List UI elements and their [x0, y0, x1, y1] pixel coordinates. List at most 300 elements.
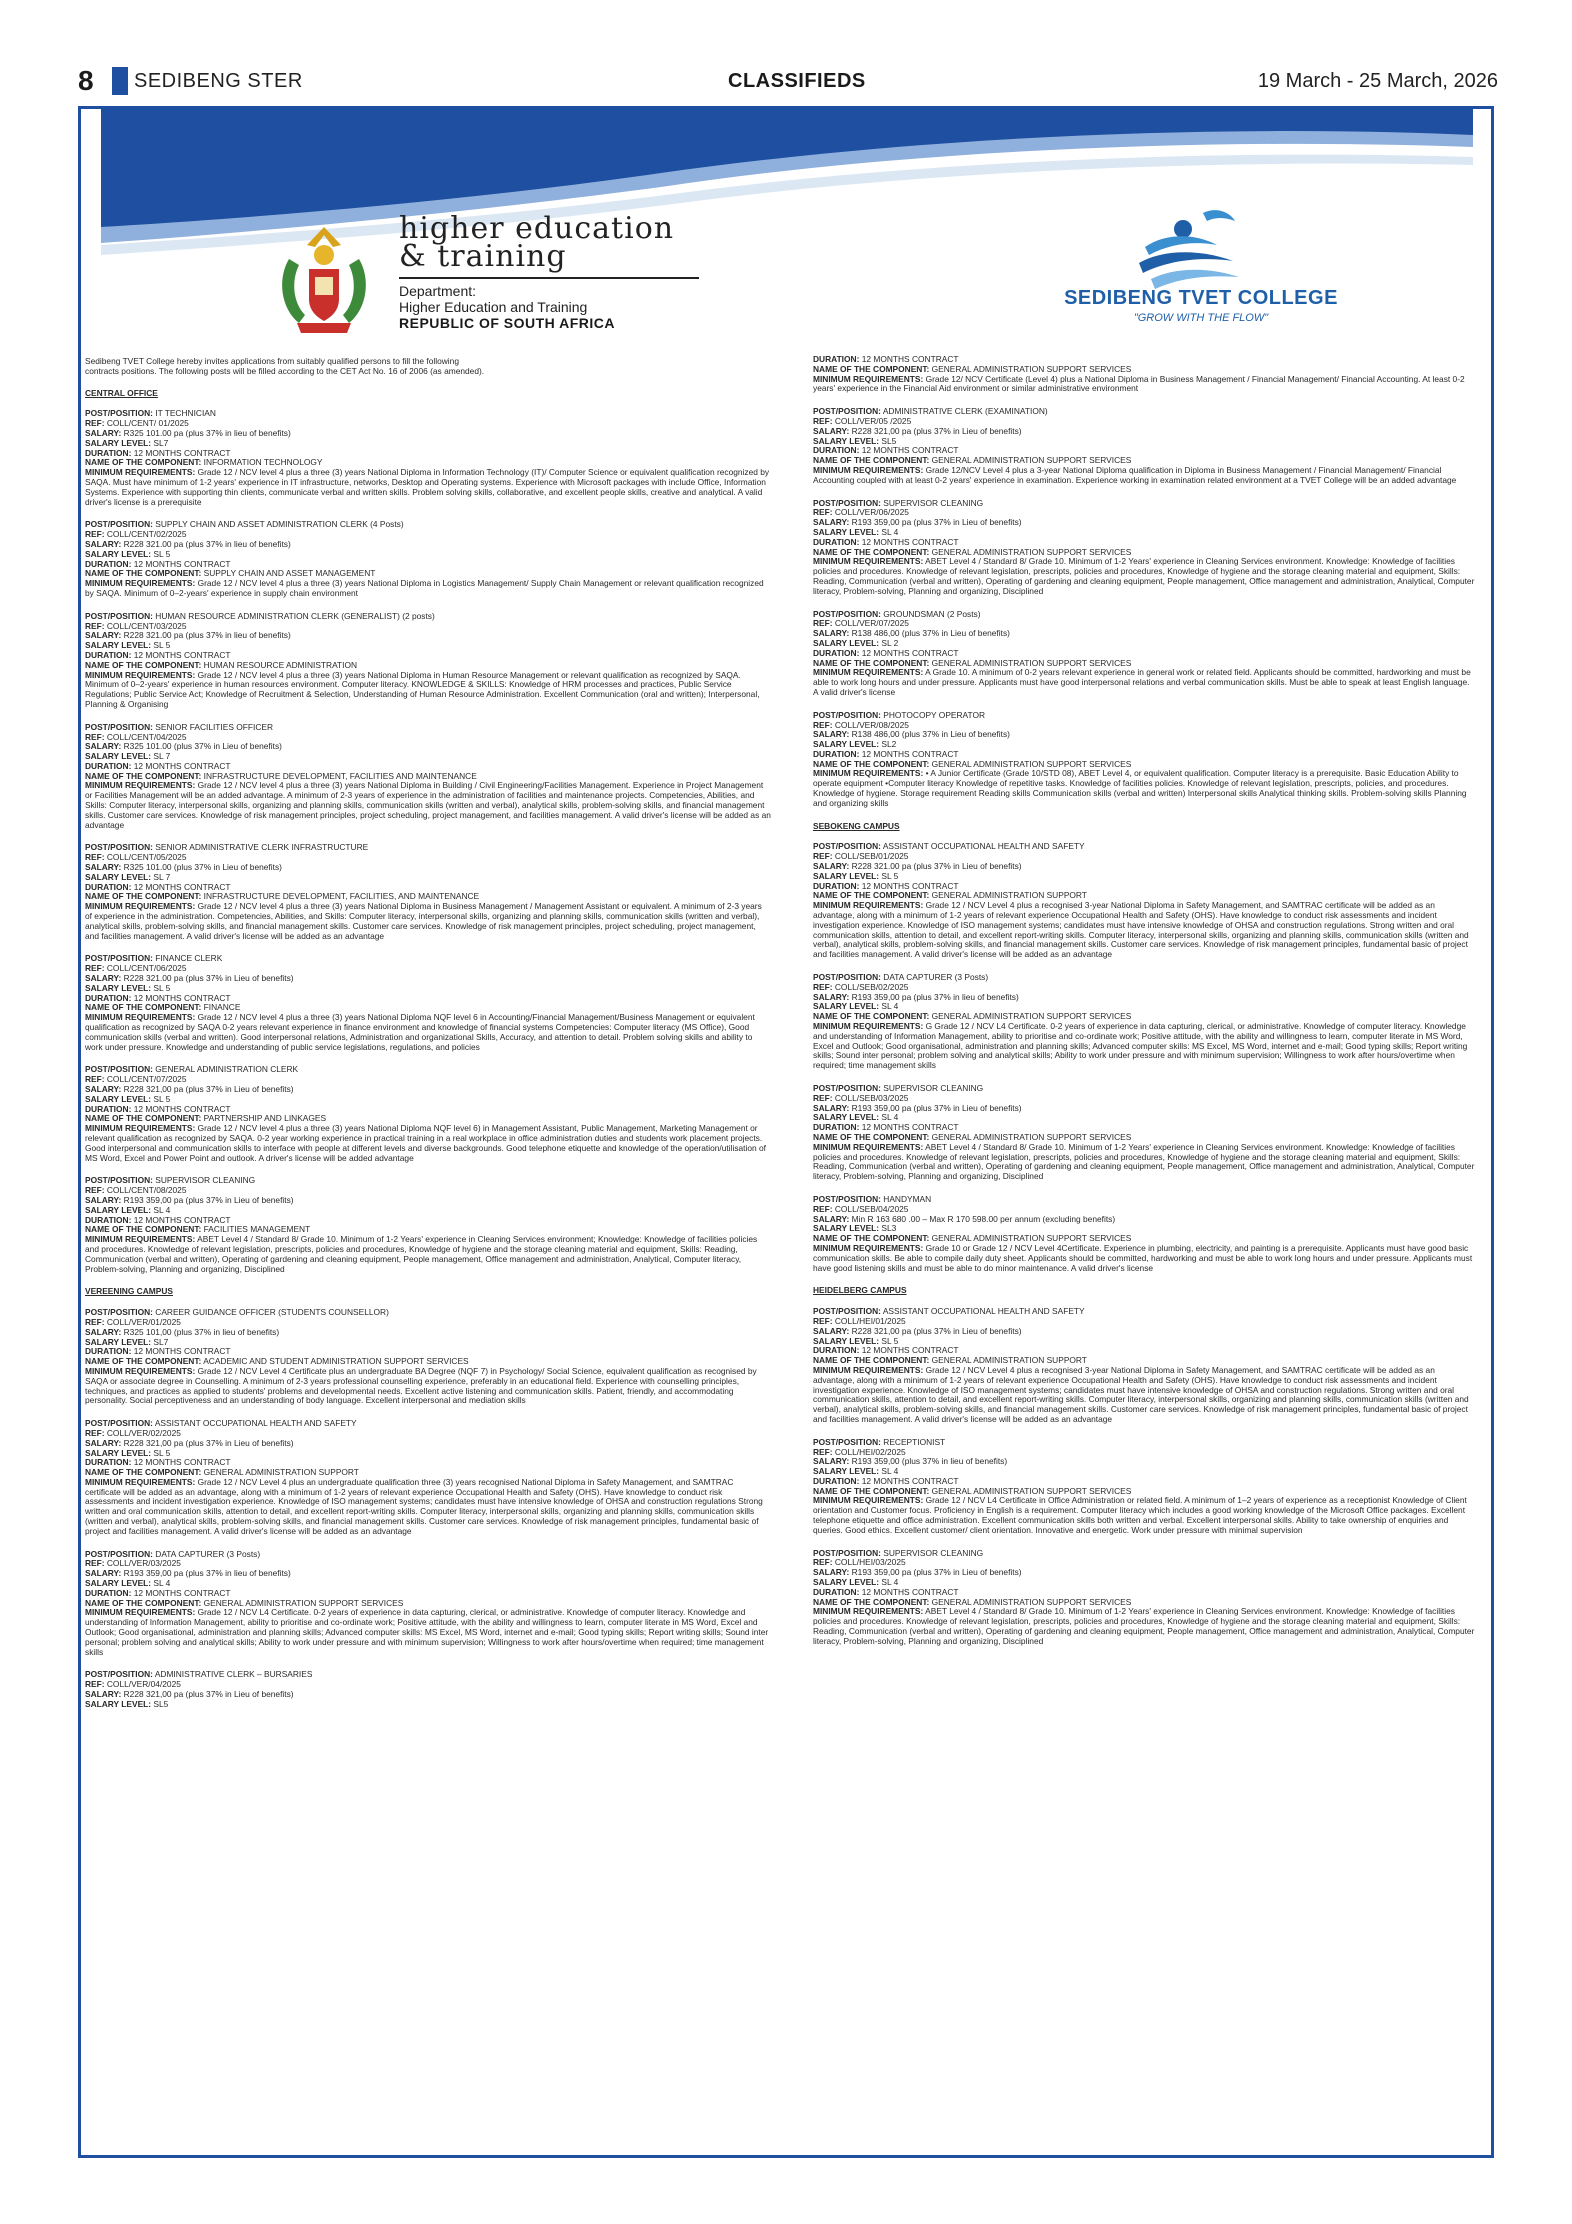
- post-title-value: PHOTOCOPY OPERATOR: [883, 709, 986, 720]
- post-salary-level-value: SL 2: [881, 637, 899, 648]
- post-salary-value: R138 486,00 (plus 37% in Lieu of benefits): [851, 628, 1010, 639]
- post-duration-value: 12 MONTHS CONTRACT: [133, 649, 231, 660]
- campus-heading: VEREENING CAMPUS: [85, 1286, 173, 1297]
- dhet-title-line-1: higher education: [399, 211, 675, 246]
- post-ref-label: REF:: [813, 507, 833, 518]
- post-salary-level-label: SALARY LEVEL:: [85, 1204, 152, 1215]
- post-requirements: [813, 1143, 1475, 1182]
- job-post: [85, 954, 771, 1052]
- post-requirements: [813, 1366, 1475, 1425]
- post-ref-label: REF:: [85, 620, 105, 631]
- post-title-value: DATA CAPTURER (3 Posts): [883, 972, 989, 983]
- post-requirements-label: MINIMUM REQUIREMENTS:: [85, 1012, 196, 1023]
- post-ref-label: REF:: [813, 1315, 833, 1326]
- post-ref-value: COLL/CENT/ 01/2025: [106, 418, 189, 429]
- post-requirements-value: Grade 12 / NCV Level 4 Certificate plus an undergraduate BA Degree (NQF 7) in Psychology/ Social Science, equivalent qualification as recognised by SAQA or associate degree in Counselling. A minimum of 2-3 years professional counselling experience, preferably in an educational field. Experience with counselling principles, techniques, and practices as applied to students' problems and developmental needs. Excellent active listening and communication skills. Patient, friendly, and accommodating personality. Social perceptiveness and an understanding of body language. Excellent interpersonal and mediation skills: [85, 1365, 757, 1406]
- post-salary-level-value: SL 5: [153, 548, 171, 559]
- intro-line: Sedibeng TVET College hereby invites applications from suitably qualified persons to fill the following: [85, 356, 459, 366]
- post-salary: [85, 631, 771, 641]
- post-requirements-value: Grade 12 / NCV L4 Certificate. 0-2 years of experience in data capturing, clerical, or administrative. Knowledge of computer literacy. Knowledge and understanding of Information Management, ability to prioritise and co-ordinate work; Positive attitude, with the ability and willingness to learn, computer literate in MS Word, Excel and Outlook; Good organisational, administration and planning skills; Advanced computer skills: MS Excel, MS Word, internet and e-mail; Good typing skills; Report writing skills; Sound inter personal; problem solving and analytical skills; Ability to work under pressure and with minimum supervision; Willingness to work after hours/overtime when required; time management skills: [85, 1607, 769, 1657]
- post-duration-label: DURATION:: [813, 748, 860, 759]
- post-component-value: GENERAL ADMINISTRATION SUPPORT: [931, 1355, 1087, 1366]
- post-title-value: SUPPLY CHAIN AND ASSET ADMINISTRATION CLERK (4 Posts): [155, 519, 404, 530]
- post-salary-value: R228 321.00 pa (plus 37% in Lieu of benefits): [123, 973, 294, 984]
- post-component-value: INFORMATION TECHNOLOGY: [203, 457, 323, 468]
- post-salary-level-value: SL2: [881, 739, 897, 750]
- post-salary-value: R138 486,00 (plus 37% in Lieu of benefits): [851, 729, 1010, 740]
- post-salary-label: SALARY:: [85, 741, 122, 752]
- post-ref-value: COLL/CENT/03/2025: [106, 620, 187, 631]
- post-salary: [85, 1085, 771, 1095]
- post-duration-label: DURATION:: [813, 880, 860, 891]
- post-component-label: NAME OF THE COMPONENT:: [813, 1011, 930, 1022]
- post-salary-level-value: SL 5: [153, 1447, 171, 1458]
- post-salary-level-label: SALARY LEVEL:: [813, 739, 880, 750]
- post-requirements-value: Grade 12 / NCV L4 Certificate in Office Administration or related field. A minimum of 1–2 years of experience as a receptionist Knowledge of Client orientation and Customer focus. Proficiency in English is a requirement. Computer literacy which includes a good working knowledge of the Microsoft Office packages. Excellent telephone etiquette and office administration. Excellent communication skills both written and verbal. Excellent interpersonal skills. Ability to take ownership of enquiries and queries. Good ethics. Excellent customer/ client orientation. Innovative and energetic. Work under pressure with minimal supervision: [813, 1495, 1467, 1535]
- post-title-value: ADMINISTRATIVE CLERK – BURSARIES: [154, 1669, 313, 1680]
- post-requirements: [85, 1235, 771, 1274]
- post-salary-level-label: SALARY LEVEL:: [813, 1577, 880, 1588]
- post-title-value: GENERAL ADMINISTRATION CLERK: [155, 1064, 299, 1075]
- post-salary-value: R193 359,00 pa (plus 37% in Lieu of benefits): [851, 1102, 1022, 1113]
- post-duration-value: 12 MONTHS CONTRACT: [133, 1587, 231, 1598]
- post-ref-label: REF:: [813, 618, 833, 629]
- post-title: [813, 1438, 1475, 1448]
- post-title-value: HANDYMAN: [883, 1193, 932, 1204]
- right-column: [813, 355, 1475, 1660]
- post-requirements: [85, 1608, 771, 1657]
- post-requirements-label: MINIMUM REQUIREMENTS:: [85, 901, 196, 912]
- post-title: [85, 1308, 771, 1318]
- post-requirements-label: MINIMUM REQUIREMENTS:: [85, 1607, 196, 1618]
- post-title-label: POST/POSITION:: [813, 709, 881, 720]
- post-salary: [813, 730, 1475, 740]
- post-component-label: NAME OF THE COMPONENT:: [813, 363, 930, 374]
- post-title-label: POST/POSITION:: [85, 1548, 153, 1559]
- post-duration-label: DURATION:: [85, 992, 132, 1003]
- post-component-label: NAME OF THE COMPONENT:: [85, 1356, 202, 1367]
- post-ref-label: REF:: [813, 1557, 833, 1568]
- post-title: [85, 954, 771, 964]
- post-title: [813, 610, 1475, 620]
- masthead-accent-bar: [112, 67, 128, 95]
- masthead: [78, 66, 1498, 96]
- post-ref-label: REF:: [813, 1446, 833, 1457]
- post-requirements-value: Grade 12 / NCV level 4 plus a three (3) years National Diploma in Logistics Management/ Supply Chain Management or relevant qualification recognized by SAQA. Minimum of 0–2-years' experience in supply chain environment: [85, 578, 764, 598]
- post-title-label: POST/POSITION:: [85, 842, 153, 853]
- post-requirements: [85, 902, 771, 941]
- post-salary-label: SALARY:: [813, 729, 850, 740]
- post-title-label: POST/POSITION:: [85, 519, 153, 530]
- post-title-label: POST/POSITION:: [85, 721, 153, 732]
- post-requirements-value: Grade 12 / NCV level 4 plus a three (3) years National Diploma in Building / Civil Engineering/Facilities Management. Experience in Project Management or Facilities Management will be an added advantage. A minimum of 2-3 years of experience in the administration of facilities and maintenance projects. Competencies, Abilities, and Skills: Computer literacy, interpersonal skills, organizing and planning skills, communication skills (written and verbal), analytical skills, problem-solving skills, and financial management skills. Customer care services. Knowledge of risk management principles, project scheduling, project management, and facilities management. A valid driver's license will be added as an advantage: [85, 780, 771, 830]
- post-requirements-label: MINIMUM REQUIREMENTS:: [85, 467, 196, 478]
- post-title: [813, 407, 1475, 417]
- post-salary-value: R193 359,00 (plus 37% in lieu of benefits): [851, 1456, 1008, 1467]
- post-duration-label: DURATION:: [85, 1457, 132, 1468]
- post-ref-value: COLL/CENT/07/2025: [106, 1074, 187, 1085]
- post-salary: [85, 429, 771, 439]
- post-salary-level-label: SALARY LEVEL:: [85, 1578, 152, 1589]
- post-title-label: POST/POSITION:: [85, 1669, 153, 1680]
- post-duration-label: DURATION:: [85, 558, 132, 569]
- post-title-label: POST/POSITION:: [85, 610, 153, 621]
- left-column: [85, 357, 771, 1723]
- post-component-value: GENERAL ADMINISTRATION SUPPORT SERVICES: [931, 657, 1132, 668]
- post-duration-value: 12 MONTHS CONTRACT: [133, 1103, 231, 1114]
- post-ref-label: REF:: [813, 851, 833, 862]
- post-requirements-label: MINIMUM REQUIREMENTS:: [813, 768, 924, 779]
- post-salary-level-value: SL 4: [153, 1578, 171, 1589]
- post-title-label: POST/POSITION:: [85, 953, 153, 964]
- post-salary-level-value: SL 7: [153, 871, 171, 882]
- post-duration-label: DURATION:: [813, 1586, 860, 1597]
- post-salary-level-value: SL3: [881, 1223, 897, 1234]
- coat-of-arms-icon: [269, 219, 379, 337]
- post-salary-value: R193 359,00 pa (plus 37% in Lieu of benefits): [123, 1194, 294, 1205]
- post-salary-level-value: SL 7: [153, 751, 171, 762]
- job-post: [85, 1550, 771, 1658]
- post-duration-value: 12 MONTHS CONTRACT: [133, 447, 231, 458]
- post-requirements-label: MINIMUM REQUIREMENTS:: [813, 1495, 924, 1506]
- post-salary-value: R193 359,00 pa (plus 37% in Lieu of benefits): [851, 517, 1022, 528]
- post-component-label: NAME OF THE COMPONENT:: [813, 758, 930, 769]
- post-requirements: [813, 1607, 1475, 1646]
- post-salary: [85, 974, 771, 984]
- post-salary-level-value: SL 5: [881, 870, 899, 881]
- post-title: [85, 1550, 771, 1560]
- post-requirements: [85, 1013, 771, 1052]
- post-duration-label: DURATION:: [85, 1346, 132, 1357]
- job-post: [85, 1670, 771, 1709]
- post-duration-value: 12 MONTHS CONTRACT: [133, 760, 231, 771]
- post-duration-value: 12 MONTHS CONTRACT: [133, 881, 231, 892]
- post-requirements-value: • A Junior Certificate (Grade 10/STD 08), ABET Level 4, or equivalent qualification. Computer literacy is a prerequisite. Basic Education Ability to operate equipment •Computer literacy Knowledge of repetitive tasks. Knowledge of facilities policies. Knowledge of relevant legislation, prescripts, policies, and procedures. Knowledge of hygiene. Storage requirement Reading skills Communication skills (verbal and written) Interpersonal skills Analytical thinking skills. Problem-solving skills Planning and organizing skills: [813, 768, 1467, 808]
- post-duration-label: DURATION:: [813, 445, 860, 456]
- post-salary-level-value: SL 4: [881, 1577, 899, 1588]
- post-requirements-label: MINIMUM REQUIREMENTS:: [85, 1476, 196, 1487]
- post-title-label: POST/POSITION:: [813, 406, 881, 417]
- issue-date: 19 March - 25 March, 2026: [1257, 69, 1498, 92]
- job-post: [813, 407, 1475, 485]
- post-ref-label: REF:: [813, 415, 833, 426]
- job-post: [85, 843, 771, 941]
- post-salary-value: R228 321,00 pa (plus 37% in Lieu of benefits): [123, 1689, 294, 1700]
- post-title-value: SUPERVISOR CLEANING: [155, 1175, 256, 1186]
- post-duration-value: 12 MONTHS CONTRACT: [861, 880, 959, 891]
- post-requirements: [85, 1124, 771, 1163]
- post-duration-value: 12 MONTHS CONTRACT: [861, 1122, 959, 1133]
- post-title-value: ASSISTANT OCCUPATIONAL HEALTH AND SAFETY: [882, 841, 1085, 852]
- campus-heading-central: CENTRAL OFFICE: [85, 387, 158, 398]
- post-title-value: RECEPTIONIST: [883, 1436, 946, 1447]
- post-salary-label: SALARY:: [85, 1194, 122, 1205]
- post-salary: [85, 1439, 771, 1449]
- post-requirements: [85, 781, 771, 830]
- post-title-label: POST/POSITION:: [813, 1547, 881, 1558]
- dhet-dept-line-2: Higher Education and Training: [399, 299, 588, 315]
- post-salary-label: SALARY:: [813, 991, 850, 1002]
- post-requirements-value: ABET Level 4 / Standard 8/ Grade 10. Minimum of 1-2 Years' experience in Cleaning Services environment. Knowledge: Knowledge of facilities policies and procedures. Knowledge of relevant legislation, prescripts, policies and procedures, Knowledge of hygiene and the storage cleaning material and equipment, Skills: Reading, Communication (verbal and written), Operating of gardening and cleaning equipment, People management, Office management and administration, Analytical, Computer literacy, Problem-solving, Planning and organizing, Disciplined: [813, 1606, 1475, 1646]
- post-requirements-value: A Grade 10. A minimum of 0-2 years relevant experience in general work or related field. Applicants should be committed, hardworking and must be able to work long hours and under pressure. Applicants must have good interpersonal relations and verbal communication skills. Must be able to speak at least English language. A valid driver's license: [813, 667, 1471, 697]
- post-duration-label: DURATION:: [85, 447, 132, 458]
- post-salary-value: R228 321,00 pa (plus 37% in Lieu of benefits): [851, 425, 1022, 436]
- post-component-value: GENERAL ADMINISTRATION SUPPORT SERVICES: [931, 455, 1132, 466]
- post-ref-value: COLL/SEB/03/2025: [834, 1092, 909, 1103]
- post-salary-value: R228 321,00 pa (plus 37% in Lieu of benefits): [123, 1084, 294, 1094]
- job-post: [813, 499, 1475, 597]
- post-title: [85, 843, 771, 853]
- post-component-value: PARTNERSHIP AND LINKAGES: [203, 1113, 327, 1124]
- post-title-label: POST/POSITION:: [813, 1193, 881, 1204]
- job-post: [813, 610, 1475, 698]
- post-component-label: NAME OF THE COMPONENT:: [813, 1233, 930, 1244]
- post-title: [813, 1549, 1475, 1559]
- post-title-label: POST/POSITION:: [85, 1307, 153, 1318]
- post-title-label: POST/POSITION:: [813, 841, 881, 852]
- post-requirements-value: Grade 10 or Grade 12 / NCV Level 4Certificate. Experience in plumbing, electricity, and painting is a prerequisite. Applicants must have good basic communication skills. Be able to compile daily duty sheet. Applicants should be committed, hardworking and must be able to work long hours and under pressure. Applicants must have good listening skills and must be able to do minor maintenance. A valid driver's license: [813, 1242, 1473, 1273]
- post-salary-level-label: SALARY LEVEL:: [85, 548, 152, 559]
- post-requirements-label: MINIMUM REQUIREMENTS:: [813, 900, 924, 911]
- section-title: CLASSIFIEDS: [728, 69, 866, 92]
- post-salary-label: SALARY:: [813, 1213, 850, 1224]
- post-component-label: NAME OF THE COMPONENT:: [813, 1131, 930, 1142]
- post-ref-value: COLL/HEI/02/2025: [834, 1446, 906, 1457]
- post-ref-value: COLL/VER/07/2025: [834, 618, 909, 629]
- post-salary: [85, 863, 771, 873]
- job-post: [85, 612, 771, 710]
- post-duration-value: 12 MONTHS CONTRACT: [861, 1345, 959, 1356]
- post-ref-label: REF:: [85, 418, 105, 429]
- post-ref-value: COLL/SEB/04/2025: [834, 1203, 909, 1214]
- post-title-label: POST/POSITION:: [85, 408, 153, 419]
- post-salary-level-value: SL 4: [881, 1466, 899, 1477]
- post-title-value: ASSISTANT OCCUPATIONAL HEALTH AND SAFETY: [882, 1306, 1085, 1317]
- post-salary-level-value: SL5: [153, 1698, 169, 1709]
- post-component-value: HUMAN RESOURCE ADMINISTRATION: [203, 659, 358, 670]
- post-duration-label: DURATION:: [813, 354, 860, 364]
- post-ref-value: COLL/VER/02/2025: [106, 1427, 181, 1438]
- post-component-value: INFRASTRUCTURE DEVELOPMENT, FACILITIES, AND MAINTENANCE: [203, 891, 480, 902]
- post-requirements-label: MINIMUM REQUIREMENTS:: [813, 1141, 924, 1152]
- post-duration-label: DURATION:: [813, 536, 860, 547]
- dhet-title-line-2: & training: [399, 239, 567, 274]
- post-ref-value: COLL/VER/06/2025: [834, 507, 909, 518]
- post-salary: [813, 518, 1475, 528]
- post-component-label: NAME OF THE COMPONENT:: [85, 770, 202, 781]
- post-component-value: INFRASTRUCTURE DEVELOPMENT, FACILITIES AND MAINTENANCE: [203, 770, 477, 781]
- post-component-label: NAME OF THE COMPONENT:: [85, 457, 202, 468]
- post-title: [813, 499, 1475, 509]
- post-salary: [85, 1328, 771, 1338]
- post-salary: [813, 993, 1475, 1003]
- post-component-label: NAME OF THE COMPONENT:: [813, 890, 930, 901]
- post-component-value: ACADEMIC AND STUDENT ADMINISTRATION SUPPORT SERVICES: [203, 1356, 469, 1367]
- post-requirements-label: MINIMUM REQUIREMENTS:: [85, 780, 196, 791]
- post-ref-value: COLL/VER/05 /2025: [834, 415, 912, 426]
- post-ref-value: COLL/VER/03/2025: [106, 1558, 181, 1569]
- dhet-divider: [399, 277, 699, 279]
- post-ref-value: COLL/CENT/08/2025: [106, 1185, 187, 1196]
- post-salary-level-value: SL7: [153, 437, 169, 448]
- post-title-value: SUPERVISOR CLEANING: [883, 497, 984, 508]
- post-duration-label: DURATION:: [85, 1587, 132, 1598]
- post-salary-label: SALARY:: [813, 1325, 850, 1336]
- post-requirements-label: MINIMUM REQUIREMENTS:: [813, 556, 924, 567]
- left-post-list: [85, 409, 771, 1709]
- post-duration-label: DURATION:: [85, 1103, 132, 1114]
- post-component-label: NAME OF THE COMPONENT:: [85, 891, 202, 902]
- post-component-label: NAME OF THE COMPONENT:: [85, 1597, 202, 1608]
- dhet-dept-line-1: Department:: [399, 283, 477, 299]
- post-salary-level-value: SL 4: [881, 526, 899, 537]
- post-component-label: NAME OF THE COMPONENT:: [813, 657, 930, 668]
- post-salary-level-value: SL 4: [881, 1112, 899, 1123]
- post-title: [813, 1195, 1475, 1205]
- post-salary-label: SALARY:: [85, 1437, 122, 1448]
- post-component-value: GENERAL ADMINISTRATION SUPPORT: [203, 1467, 359, 1478]
- post-requirements: [85, 468, 771, 507]
- post-component-label: NAME OF THE COMPONENT:: [813, 1355, 930, 1366]
- post-salary-value: R228 321.00 pa (plus 37% in lieu of benefits): [123, 538, 291, 549]
- post-title-value: DATA CAPTURER (3 Posts): [155, 1548, 261, 1559]
- post-ref-value: COLL/SEB/01/2025: [834, 851, 909, 862]
- post-component-label: NAME OF THE COMPONENT:: [85, 659, 202, 670]
- post-title-value: ASSISTANT OCCUPATIONAL HEALTH AND SAFETY: [154, 1418, 357, 1429]
- post-component-label: NAME OF THE COMPONENT:: [85, 1224, 202, 1235]
- post-requirements-value: G Grade 12 / NCV L4 Certificate. 0-2 years of experience in data capturing, clerical, or administrative. Knowledge of computer literacy. Knowledge and understanding of Information Management, ability to prioritise and co-ordinate work; Positive attitude, with the ability and willingness to learn, computer literate in MS Word, Excel and Outlook; Good organisational, administration and planning skills; Advanced computer skills: MS Excel, MS Word, internet and e-mail; Good typing skills; Report writing skills; Sound inter personal; problem solving and analytical skills; Ability to work under pressure and with minimum supervision; Willingness to work after hours/overtime when required; time management skills: [813, 1021, 1468, 1071]
- post-requirements-label: MINIMUM REQUIREMENTS:: [813, 373, 924, 384]
- job-post: [813, 1549, 1475, 1647]
- post-salary: [813, 1327, 1475, 1337]
- post-salary-label: SALARY:: [85, 427, 122, 438]
- post-ref-label: REF:: [85, 852, 105, 863]
- college-slogan: "GROW WITH THE FLOW": [1133, 312, 1269, 324]
- post-salary-label: SALARY:: [85, 1084, 122, 1094]
- post-requirements: [85, 671, 771, 710]
- post-requirements-label: MINIMUM REQUIREMENTS:: [813, 1364, 924, 1375]
- post-salary-level-label: SALARY LEVEL:: [85, 982, 152, 993]
- post-title: [813, 842, 1475, 852]
- post-salary-level-label: SALARY LEVEL:: [85, 1447, 152, 1458]
- post-duration-value: 12 MONTHS CONTRACT: [861, 647, 959, 658]
- post-requirements: [813, 375, 1475, 395]
- post-salary-level-label: SALARY LEVEL:: [85, 1336, 152, 1347]
- post-salary-value: R193 359,00 pa (plus 37% in lieu of benefits): [851, 991, 1019, 1002]
- post-salary-level: [85, 1700, 771, 1710]
- post-salary: [85, 540, 771, 550]
- post-duration-label: DURATION:: [85, 1214, 132, 1225]
- post-requirements: [813, 1022, 1475, 1071]
- post-requirements-label: MINIMUM REQUIREMENTS:: [85, 1234, 196, 1245]
- post-ref-label: REF:: [85, 1427, 105, 1438]
- dhet-dept-line-3: REPUBLIC OF SOUTH AFRICA: [399, 315, 616, 331]
- post-requirements-value: Grade 12 / NCV level 4 plus a three (3) years National Diploma NQF level 6) in Management Assistant, Public Management, Marketing Management or relevant qualification as recognized by SAQA. 0-2 year working experience in practical training in a real workplace in office administration duties and students work placement projects. Good interpersonal and communication skills to interface with people at different levels and diverse backgrounds. Good telephone etiquette and knowledge of the operation/utilisation of MS Word, Excel and Power Point and outlook. A driver's license will be added advantage: [85, 1123, 766, 1163]
- post-requirements: [85, 1367, 771, 1406]
- post-salary-label: SALARY:: [85, 630, 122, 641]
- post-ref-label: REF:: [85, 1074, 105, 1085]
- post-title-label: POST/POSITION:: [85, 1064, 153, 1075]
- dhet-logo: [399, 211, 779, 331]
- post-requirements-value: Grade 12/ NCV Certificate (Level 4) plus a National Diploma in Business Management / Financial Management/ Financial Accounting. At least 0-2 years' experience in the Financial Aid environment or similar administrative environment: [813, 373, 1465, 394]
- post-duration-value: 12 MONTHS CONTRACT: [861, 1475, 959, 1486]
- post-ref-label: REF:: [813, 1203, 833, 1214]
- post-component-value: GENERAL ADMINISTRATION SUPPORT: [931, 890, 1087, 901]
- post-salary-level-label: SALARY LEVEL:: [813, 526, 880, 537]
- post-ref-value: COLL/VER/04/2025: [106, 1679, 181, 1690]
- post-salary-label: SALARY:: [85, 538, 122, 549]
- post-component-value: GENERAL ADMINISTRATION SUPPORT SERVICES: [931, 1485, 1132, 1496]
- post-component-label: NAME OF THE COMPONENT:: [85, 568, 202, 579]
- post-salary-level-label: SALARY LEVEL:: [85, 871, 152, 882]
- post-salary-value: R325 101.00 (plus 37% in Lieu of benefits): [123, 741, 282, 752]
- post-requirements-value: Grade 12 / NCV Level 4 plus an undergraduate qualification three (3) years recognised National Diploma in Safety Management, and SAMTRAC certificate will be added as an advantage, along with a minimum of 1-2 years of relevant experience Occupational Health and Safety (OHS). Have knowledge to conduct risk assessments and incident investigation experience. Knowledge of ISO management systems; candidates must have intensive knowledge of OHSA and construction regulations Strong written and oral communication skills, attention to detail, and excellent report-writing skills. Computer literacy, interpersonal skills, organizing and planning skills, communication skills (written and verbal), analytical skills, problem-solving skills, and financial management skills. Customer care services. Knowledge of risk management principles, fundamental basic of project and facilities management. A valid driver's license will be added as an advantage: [85, 1476, 763, 1536]
- post-salary-label: SALARY:: [85, 1326, 122, 1337]
- page-number: 8: [78, 65, 94, 96]
- post-requirements-value: ABET Level 4 / Standard 8/ Grade 10. Minimum of 1-2 Years' experience in Cleaning Services environment; Knowledge: Knowledge of facilities policies and procedures. Knowledge of relevant legislation, prescripts, policies and procedures, Knowledge of hygiene and the storage cleaning material and equipment, Skills: Reading, Communication (verbal and written), Operating of gardening and cleaning equipment, People management, Office management and administration, Analytical, Computer literacy, Problem-solving, Planning and organizing, Disciplined: [85, 1234, 758, 1274]
- post-salary-value: R228 321.00 pa (plus 37% in Lieu of benefits): [851, 861, 1022, 872]
- job-post: [813, 1307, 1475, 1425]
- post-title-value: ADMINISTRATIVE CLERK (EXAMINATION): [882, 406, 1048, 417]
- post-component-label: NAME OF THE COMPONENT:: [85, 1467, 202, 1478]
- college-name: SEDIBENG TVET COLLEGE: [1064, 287, 1338, 309]
- post-component-label: NAME OF THE COMPONENT:: [813, 455, 930, 466]
- post-ref-label: REF:: [813, 981, 833, 992]
- post-title: [813, 1307, 1475, 1317]
- post-salary: [85, 1196, 771, 1206]
- post-title-label: POST/POSITION:: [813, 1436, 881, 1447]
- post-title: [85, 520, 771, 530]
- post-ref-value: COLL/CENT/06/2025: [106, 963, 187, 974]
- post-salary: [813, 629, 1475, 639]
- post-salary-level-label: SALARY LEVEL:: [85, 640, 152, 651]
- post-salary-value: R325 101.00 pa (plus 37% in lieu of benefits): [123, 427, 291, 438]
- post-requirements-value: Grade 12/NCV Level 4 plus a 3-year National Diploma qualification in Diploma in Business Management / Financial Management/ Financial Accounting coupled with at least 0-2 years' experience in examination. Experience working in examination related environment at a TVET College will be an added advantage: [813, 464, 1457, 485]
- post-salary-level-label: SALARY LEVEL:: [813, 1466, 880, 1477]
- post-requirements-label: MINIMUM REQUIREMENTS:: [85, 1365, 196, 1376]
- post-title-value: SUPERVISOR CLEANING: [883, 1547, 984, 1558]
- post-salary-level-label: SALARY LEVEL:: [85, 751, 152, 762]
- post-duration-label: DURATION:: [85, 760, 132, 771]
- post-title: [85, 1670, 771, 1680]
- post-duration-label: DURATION:: [813, 1345, 860, 1356]
- post-salary-label: SALARY:: [813, 1102, 850, 1113]
- post-ref-value: COLL/CENT/04/2025: [106, 731, 187, 742]
- post-duration-value: 12 MONTHS CONTRACT: [133, 1457, 231, 1468]
- job-post: [813, 973, 1475, 1071]
- post-salary-level-label: SALARY LEVEL:: [85, 1698, 152, 1709]
- post-salary-label: SALARY:: [813, 1456, 850, 1467]
- post-component-label: NAME OF THE COMPONENT:: [813, 1596, 930, 1607]
- post-requirements-value: ABET Level 4 / Standard 8/ Grade 10. Minimum of 1-2 Years' experience in Cleaning Services environment. Knowledge: Knowledge of facilities policies and procedures. Knowledge of relevant legislation, prescripts, policies and procedures, Knowledge of hygiene and the storage cleaning material and equipment, Skills: Reading, Communication (verbal and written), Operating of gardening and cleaning equipment, People management, Office management and administration, Analytical, Computer literacy, Problem-solving, Planning and organizing, Disciplined: [813, 1141, 1475, 1182]
- post-component-value: FINANCE: [203, 1002, 241, 1013]
- post-requirements-label: MINIMUM REQUIREMENTS:: [813, 1606, 924, 1617]
- paper-name: SEDIBENG STER: [134, 69, 303, 92]
- post-duration-value: 12 MONTHS CONTRACT: [861, 445, 959, 456]
- post-salary-level-label: SALARY LEVEL:: [813, 1335, 880, 1346]
- post-salary-level-label: SALARY LEVEL:: [813, 1223, 880, 1234]
- post-duration-value: 12 MONTHS CONTRACT: [861, 536, 959, 547]
- post-title-value: SUPERVISOR CLEANING: [883, 1083, 984, 1093]
- post-requirements: [813, 668, 1475, 697]
- post-title: [85, 1176, 771, 1186]
- post-duration-label: DURATION:: [85, 649, 132, 660]
- post-requirements-value: ABET Level 4 / Standard 8/ Grade 10. Minimum of 1-2 Years' experience in Cleaning Services environment. Knowledge: Knowledge of facilities policies and procedures. Knowledge of relevant legislation, prescripts, policies and procedures, Knowledge of hygiene and the storage cleaning material and equipment, Skills: Reading, Communication (verbal and written), Operating of gardening and cleaning equipment, People management, Office management and administration, Analytical, Computer literacy, Problem-solving, Planning and organizing, Disciplined: [813, 556, 1475, 596]
- job-post: [85, 520, 771, 598]
- post-requirements: [85, 579, 771, 599]
- post-duration-value: 12 MONTHS CONTRACT: [861, 748, 959, 759]
- post-salary-label: SALARY:: [813, 861, 850, 872]
